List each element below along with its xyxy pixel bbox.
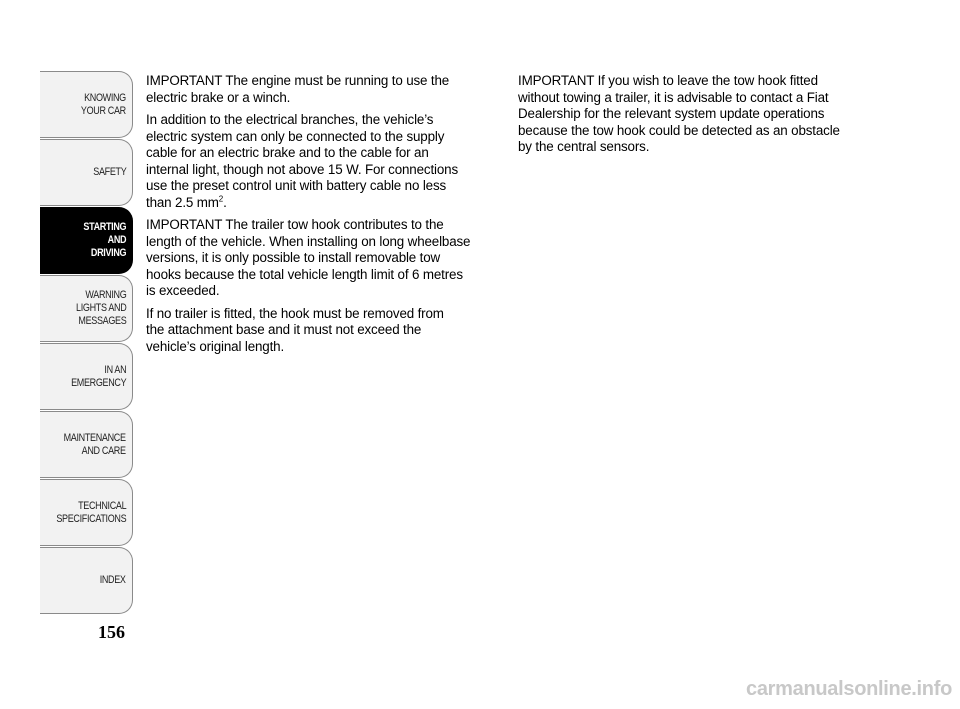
- tab-safety[interactable]: [40, 139, 133, 206]
- tab-label: TECHNICAL SPECIFICATIONS: [56, 499, 126, 525]
- tab-index[interactable]: [40, 547, 133, 614]
- tab-label: WARNING LIGHTS AND MESSAGES: [75, 289, 126, 327]
- tab-label: INDEX: [100, 574, 126, 586]
- tab-label: MAINTENANCE AND CARE: [63, 431, 126, 457]
- paragraph-important-leave-tow-hook: IMPORTANT If you wish to leave the tow hook fitted without towing a trailer, it is advisable to contact a Fiat Dealership for the relevant system update operations because the tow hook could be detected as an obstacle by the central sensors.: [518, 73, 840, 154]
- superscript: 2: [218, 194, 224, 204]
- paragraph-important-engine: IMPORTANT The engine must be running to use the electric brake or a winch.: [146, 73, 450, 105]
- paragraph-text: In addition to the electrical branches, the vehicle’s electric system can only be connected to the supply cable for an electric brake and to the cable for an internal light, though not above 15 W. For connections use the preset control unit with battery cable no less than 2.5 mm: [146, 112, 458, 210]
- paragraph-end: .: [223, 194, 227, 210]
- page-number: 156: [98, 622, 125, 642]
- tab-warning-lights-and-messages[interactable]: [40, 275, 133, 342]
- tab-technical-specifications[interactable]: [40, 479, 133, 546]
- chapter-sidebar: [40, 71, 133, 615]
- tab-in-an-emergency[interactable]: [40, 343, 133, 410]
- paragraph-no-trailer: If no trailer is fitted, the hook must be removed from the attachment base and it must not exceed the vehicle’s original length.: [146, 305, 444, 354]
- tab-knowing-your-car[interactable]: [40, 71, 133, 138]
- tab-label: SAFETY: [92, 166, 126, 178]
- tab-starting-and-driving[interactable]: [40, 207, 133, 274]
- tab-label: KNOWING YOUR CAR: [81, 91, 126, 117]
- tab-maintenance-and-care[interactable]: [40, 411, 133, 478]
- content-column-right: [518, 73, 868, 162]
- tab-label: STARTING AND DRIVING: [83, 221, 126, 259]
- tab-label: IN AN EMERGENCY: [70, 363, 126, 389]
- paragraph-electrical-branches: [146, 112, 496, 211]
- content-column-left: [146, 73, 496, 361]
- watermark: carmanualsonline.info: [746, 678, 952, 700]
- paragraph-important-tow-hook-length: IMPORTANT The trailer tow hook contributes to the length of the vehicle. When installing on long wheelbase versions, it is only possible to install removable tow hooks because the total vehicle length limit of 6 metres is exceeded.: [146, 217, 471, 298]
